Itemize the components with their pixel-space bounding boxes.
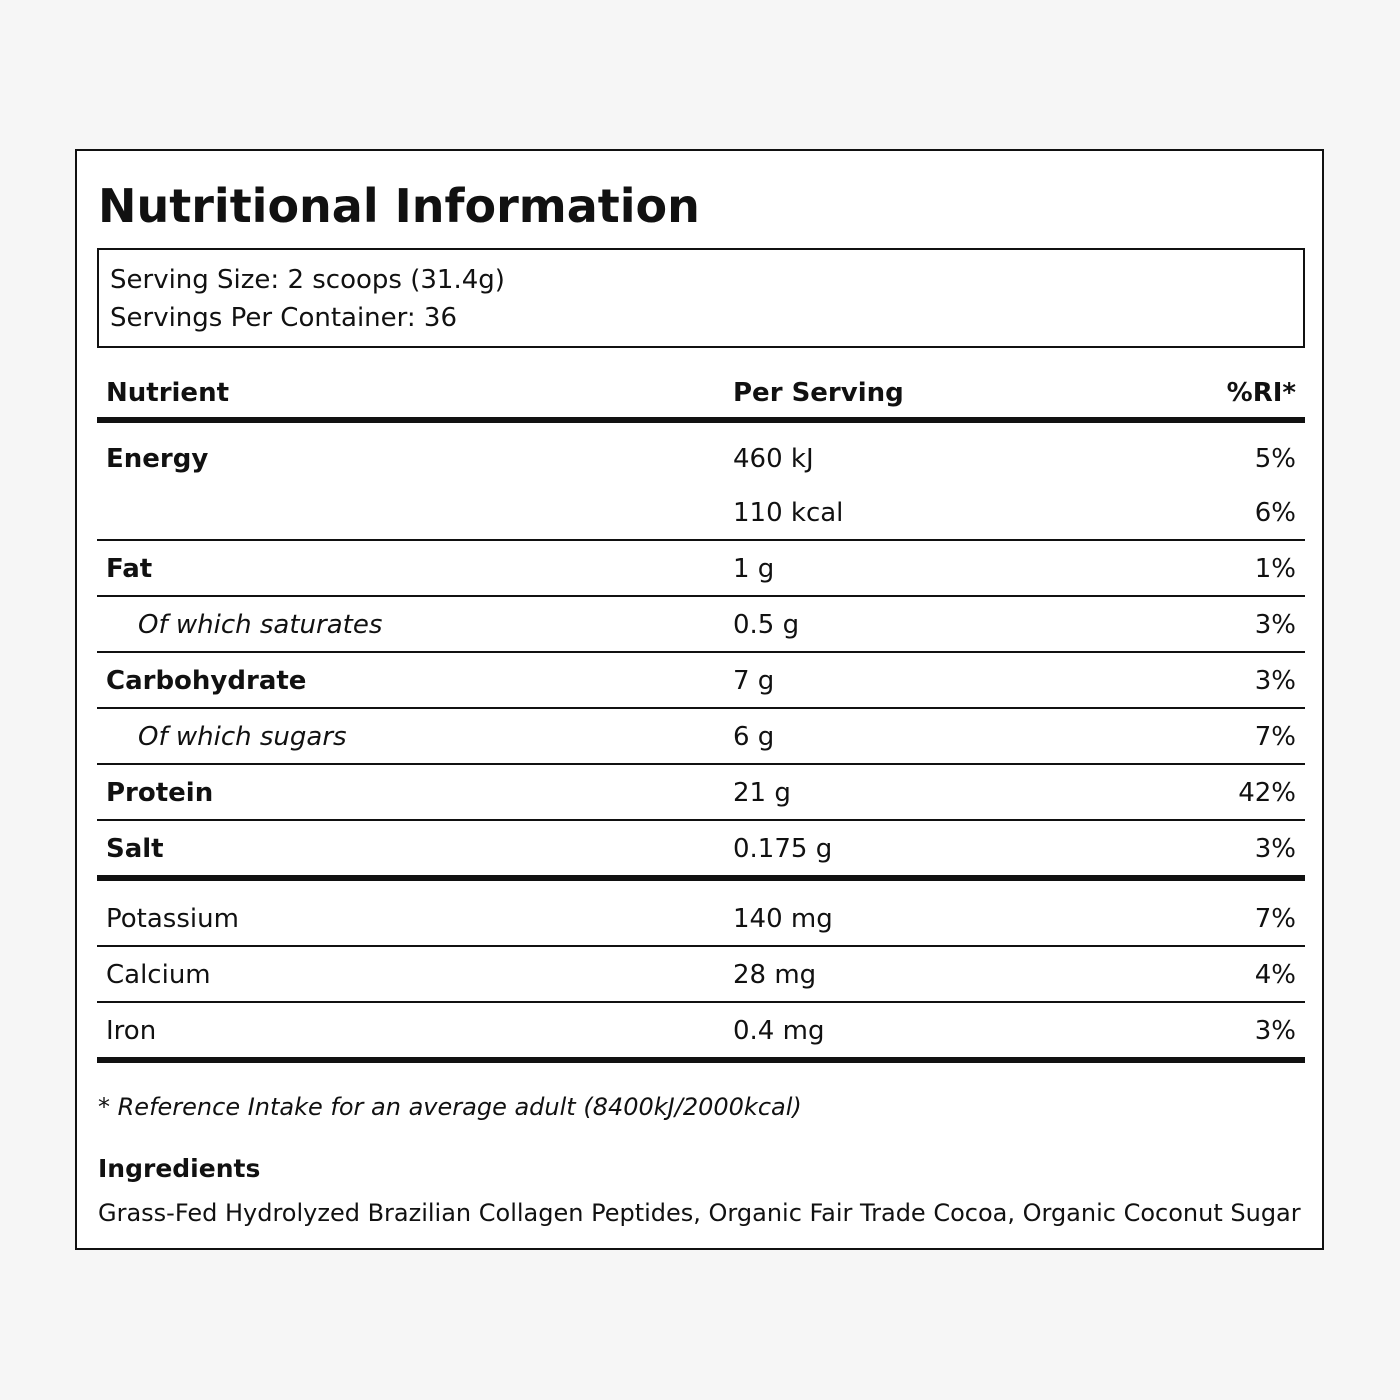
page-title: Nutritional Information — [98, 179, 700, 233]
table-row-salt — [97, 821, 1305, 881]
ri-value: 3% — [1254, 610, 1296, 640]
nutrition-panel — [75, 149, 1324, 1250]
table-row-carbohydrate — [97, 653, 1305, 709]
per-serving-value: 110 kcal — [733, 498, 844, 528]
ri-value: 3% — [1254, 666, 1296, 696]
per-serving-value: 140 mg — [733, 904, 833, 934]
ri-value: 7% — [1254, 904, 1296, 934]
per-serving-value: 21 g — [733, 778, 791, 808]
table-row-potassium — [97, 881, 1305, 947]
nutrient-name: Calcium — [106, 960, 211, 990]
reference-intake-footnote: * Reference Intake for an average adult (8400kJ/2000kcal) — [98, 1093, 802, 1121]
per-serving-value: 28 mg — [733, 960, 817, 990]
ingredients-list: Grass-Fed Hydrolyzed Brazilian Collagen Peptides, Organic Fair Trade Cocoa, Organic Coconut Sugar — [98, 1199, 1301, 1227]
table-header-row — [97, 363, 1305, 423]
nutrient-table — [97, 363, 1305, 1063]
table-row-iron — [97, 1003, 1305, 1063]
ri-value: 3% — [1254, 834, 1296, 864]
per-serving-value: 7 g — [733, 666, 775, 696]
nutrient-name: Protein — [106, 778, 214, 808]
ingredients-heading: Ingredients — [98, 1154, 261, 1183]
table-row-saturates — [97, 597, 1305, 653]
table-row-sugars — [97, 709, 1305, 765]
table-row-energy-kcal — [97, 479, 1305, 541]
column-header-per-serving: Per Serving — [733, 378, 904, 408]
nutrient-name: Iron — [106, 1016, 157, 1046]
serving-size: Serving Size: 2 scoops (31.4g) — [110, 265, 505, 295]
column-header-nutrient: Nutrient — [106, 378, 230, 408]
servings-per-container: Servings Per Container: 36 — [110, 303, 458, 333]
per-serving-value: 460 kJ — [733, 444, 814, 474]
per-serving-value: 1 g — [733, 554, 775, 584]
table-row-calcium — [97, 947, 1305, 1003]
ri-value: 5% — [1254, 444, 1296, 474]
table-row-protein — [97, 765, 1305, 821]
serving-info-box — [97, 248, 1305, 348]
ri-value: 42% — [1238, 778, 1296, 808]
ri-value: 6% — [1254, 498, 1296, 528]
per-serving-value: 6 g — [733, 722, 775, 752]
column-header-ri: %RI* — [1226, 378, 1296, 408]
ri-value: 4% — [1254, 960, 1296, 990]
nutrient-name: Of which saturates — [138, 610, 383, 640]
per-serving-value: 0.4 mg — [733, 1016, 825, 1046]
nutrient-name: Salt — [106, 834, 164, 864]
nutrient-name: Potassium — [106, 904, 239, 934]
nutrient-name: Carbohydrate — [106, 666, 307, 696]
nutrient-name: Energy — [106, 444, 209, 474]
ri-value: 7% — [1254, 722, 1296, 752]
per-serving-value: 0.175 g — [733, 834, 833, 864]
nutrient-name: Fat — [106, 554, 153, 584]
table-row-energy-kj — [97, 423, 1305, 479]
nutrient-name: Of which sugars — [138, 722, 347, 752]
table-row-fat — [97, 541, 1305, 597]
ri-value: 3% — [1254, 1016, 1296, 1046]
per-serving-value: 0.5 g — [733, 610, 800, 640]
ri-value: 1% — [1254, 554, 1296, 584]
